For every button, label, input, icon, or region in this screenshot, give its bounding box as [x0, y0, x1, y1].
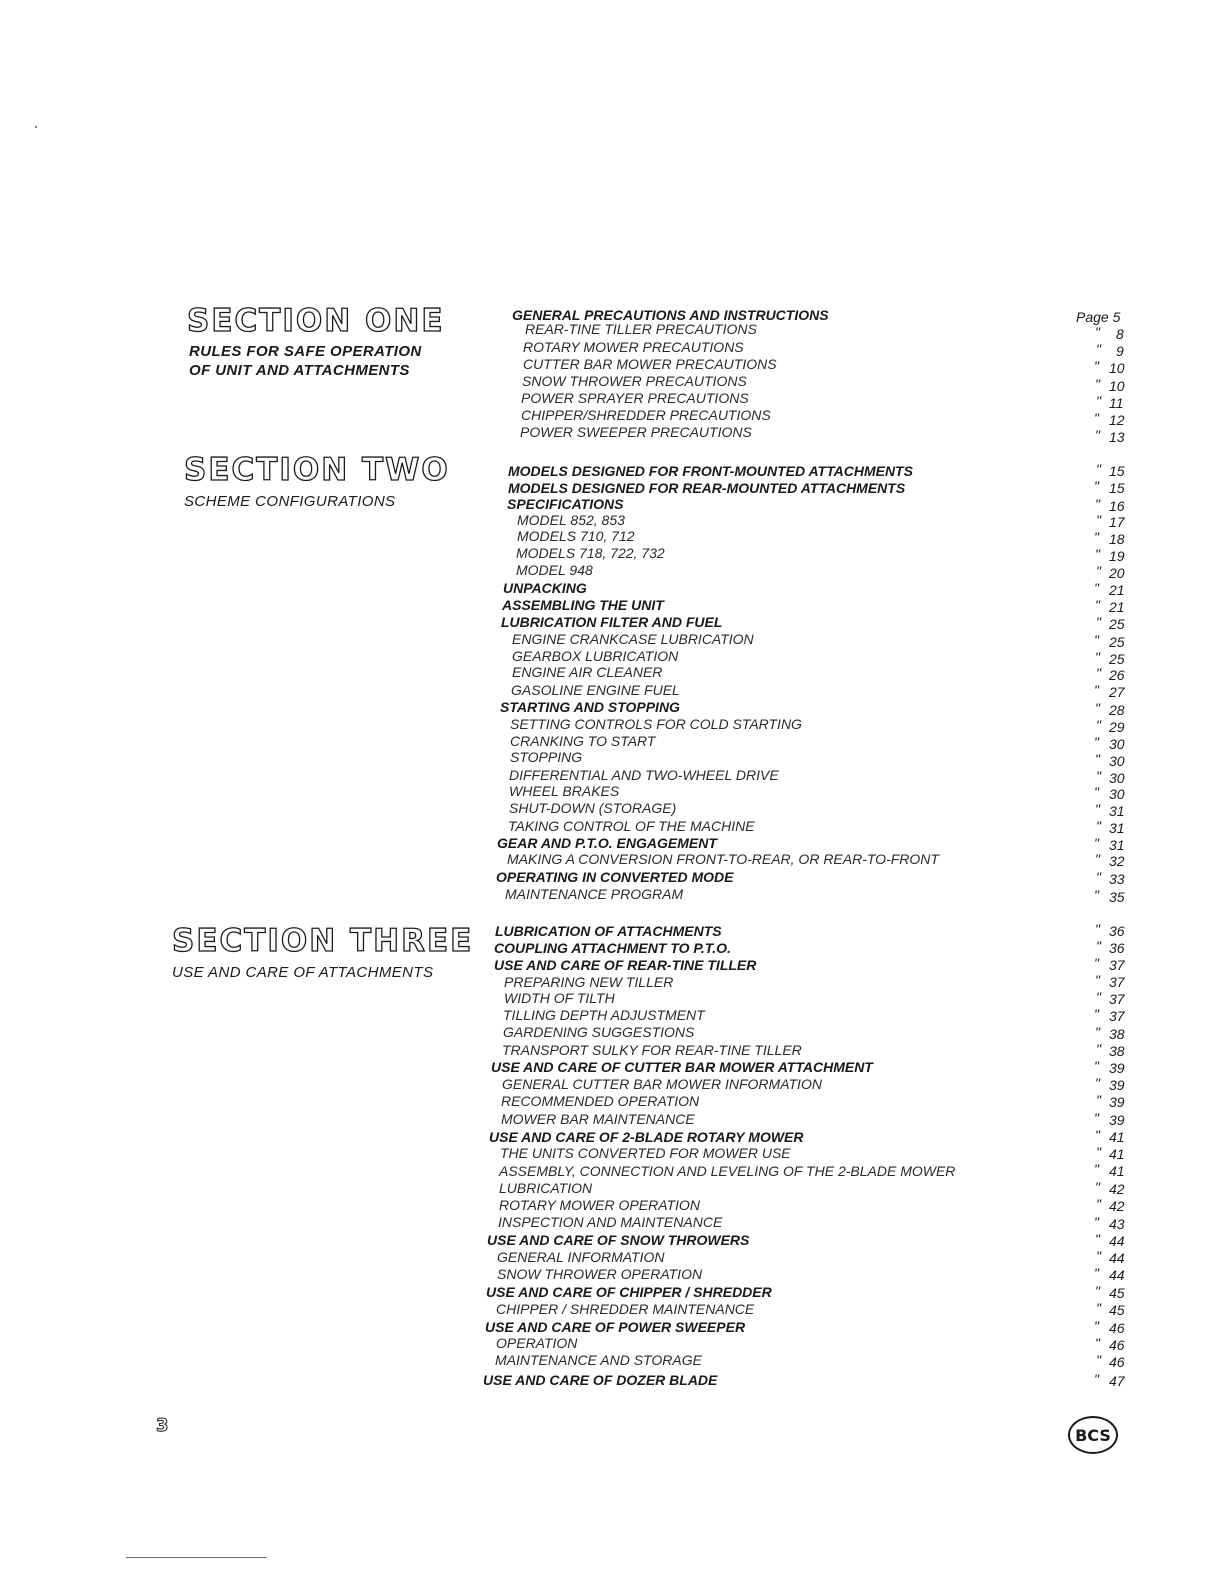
toc-entry: USE AND CARE OF POWER SWEEPER: [485, 1319, 746, 1335]
toc-page-number: 10: [1109, 378, 1125, 394]
toc-page-number: 25: [1109, 651, 1125, 667]
toc-page-number: 42: [1109, 1198, 1125, 1214]
toc-entry: CUTTER BAR MOWER PRECAUTIONS: [523, 356, 777, 372]
ditto-mark: ": [1094, 478, 1099, 494]
toc-page-number: 45: [1109, 1285, 1125, 1301]
ditto-mark: ": [1095, 921, 1100, 937]
toc-entry: GARDENING SUGGESTIONS: [503, 1024, 695, 1040]
toc-entry: LUBRICATION: [499, 1180, 593, 1196]
toc-entry: DIFFERENTIAL AND TWO-WHEEL DRIVE: [509, 767, 779, 783]
toc-entry: MODEL 948: [516, 562, 593, 578]
toc-entry: GEARBOX LUBRICATION: [512, 648, 679, 664]
ditto-mark: ": [1094, 1058, 1099, 1074]
toc-entry: CRANKING TO START: [510, 733, 656, 749]
toc-page-number: 32: [1109, 853, 1125, 869]
ditto-mark: ": [1096, 938, 1101, 954]
toc-page-number: 41: [1109, 1163, 1125, 1179]
toc-entry: UNPACKING: [503, 580, 587, 596]
ditto-mark: ": [1096, 818, 1101, 834]
toc-page-number: 25: [1109, 634, 1125, 650]
toc-page-number: 38: [1109, 1043, 1125, 1059]
ditto-mark: ": [1095, 324, 1100, 340]
ditto-mark: ": [1096, 1196, 1101, 1212]
toc-entry: MODELS 718, 722, 732: [516, 545, 665, 561]
toc-page-number: 39: [1109, 1077, 1125, 1093]
ditto-mark: ": [1094, 682, 1099, 698]
toc-page-number: 47: [1109, 1373, 1125, 1389]
toc-entry: USE AND CARE OF DOZER BLADE: [483, 1372, 718, 1388]
ditto-mark: ": [1095, 751, 1100, 767]
toc-page-number: 15: [1109, 480, 1125, 496]
toc-entry: GENERAL CUTTER BAR MOWER INFORMATION: [502, 1076, 822, 1092]
ditto-mark: ": [1096, 341, 1101, 357]
ditto-mark: ": [1094, 1318, 1099, 1334]
ditto-mark: ": [1094, 410, 1099, 426]
toc-entry: POWER SWEEPER PRECAUTIONS: [520, 424, 752, 440]
toc-entry: MODELS DESIGNED FOR FRONT-MOUNTED ATTACHMENTS: [508, 463, 913, 479]
ditto-mark: ": [1094, 1006, 1099, 1022]
toc-entry: LUBRICATION OF ATTACHMENTS: [495, 923, 722, 939]
page-number: 3: [156, 1415, 169, 1436]
ditto-mark: ": [1094, 1214, 1099, 1230]
ditto-mark: ": [1094, 632, 1099, 648]
toc-page-number: 30: [1109, 736, 1125, 752]
ditto-mark: ": [1095, 1075, 1100, 1091]
ditto-mark: ": [1095, 427, 1100, 443]
toc-entry: GEAR AND P.T.O. ENGAGEMENT: [497, 835, 717, 851]
toc-page-number: 13: [1109, 429, 1125, 445]
toc-page-number: 33: [1109, 871, 1125, 887]
toc-entry: TAKING CONTROL OF THE MACHINE: [508, 818, 755, 834]
ditto-mark: ": [1096, 563, 1101, 579]
toc-page-number: 26: [1109, 667, 1125, 683]
ditto-mark: ": [1096, 665, 1101, 681]
ditto-mark: ": [1096, 1041, 1101, 1057]
toc-page-number: 36: [1109, 923, 1125, 939]
ditto-mark: ": [1096, 717, 1101, 733]
toc-page-number: 30: [1109, 786, 1125, 802]
toc-entry: OPERATING IN CONVERTED MODE: [496, 869, 734, 885]
toc-entry: USE AND CARE OF SNOW THROWERS: [487, 1232, 750, 1248]
toc-page-number: 19: [1109, 548, 1125, 564]
toc-entry: USE AND CARE OF 2-BLADE ROTARY MOWER: [489, 1129, 804, 1145]
toc-entry: MODEL 852, 853: [517, 512, 625, 528]
ditto-mark: ": [1096, 1144, 1101, 1160]
toc-entry: ASSEMBLY, CONNECTION AND LEVELING OF THE 2-BLADE MOWER: [499, 1163, 956, 1179]
toc-entry: COUPLING ATTACHMENT TO P.T.O.: [494, 940, 731, 956]
scan-speck: [35, 126, 37, 128]
toc-page-number: 10: [1109, 360, 1125, 376]
toc-entry: ROTARY MOWER OPERATION: [499, 1197, 700, 1213]
toc-entry: MOWER BAR MAINTENANCE: [501, 1111, 695, 1127]
toc-page-number: 42: [1109, 1181, 1125, 1197]
toc-page-number: 44: [1109, 1267, 1125, 1283]
toc-page-number: 37: [1109, 974, 1125, 990]
ditto-mark: ": [1095, 649, 1100, 665]
ditto-mark: ": [1096, 1352, 1101, 1368]
toc-entry: MAINTENANCE PROGRAM: [505, 886, 684, 902]
toc-entry: REAR-TINE TILLER PRECAUTIONS: [525, 321, 757, 337]
page-column-header: Page 5: [1076, 309, 1121, 325]
toc-entry: STARTING AND STOPPING: [500, 699, 680, 715]
toc-page-number: 36: [1109, 940, 1125, 956]
ditto-mark: ": [1095, 496, 1100, 512]
ditto-mark: ": [1095, 972, 1100, 988]
toc-page-number: 41: [1109, 1146, 1125, 1162]
ditto-mark: ": [1095, 1283, 1100, 1299]
toc-entry: GENERAL PRECAUTIONS AND INSTRUCTIONS: [512, 307, 829, 323]
toc-page-number: 12: [1109, 412, 1125, 428]
toc-entry: SNOW THROWER PRECAUTIONS: [522, 373, 747, 389]
toc-page-number: 30: [1109, 753, 1125, 769]
toc-page-number: 8: [1116, 326, 1124, 342]
toc-page-number: 38: [1109, 1026, 1125, 1042]
toc-entry: ROTARY MOWER PRECAUTIONS: [523, 339, 744, 355]
toc-entry: MODELS 710, 712: [517, 528, 635, 544]
ditto-mark: ": [1094, 1161, 1099, 1177]
toc-page-number: 37: [1109, 991, 1125, 1007]
toc-page-number: 29: [1109, 719, 1125, 735]
toc-page-number: 17: [1109, 514, 1125, 530]
toc-page-number: 31: [1109, 803, 1125, 819]
toc-page-number: 44: [1109, 1233, 1125, 1249]
toc-page-number: 27: [1109, 684, 1125, 700]
ditto-mark: ": [1096, 614, 1101, 630]
toc-entry: ASSEMBLING THE UNIT: [502, 597, 664, 613]
section-three-title: SECTION THREE: [172, 923, 474, 959]
toc-page-number: 30: [1109, 770, 1125, 786]
toc-page-number: 46: [1109, 1337, 1125, 1353]
toc-page-number: 44: [1109, 1250, 1125, 1266]
toc-entry: SETTING CONTROLS FOR COLD STARTING: [510, 716, 802, 732]
toc-entry: RECOMMENDED OPERATION: [501, 1093, 700, 1109]
section-three-subtitle: USE AND CARE OF ATTACHMENTS: [172, 964, 434, 981]
toc-page-number: 46: [1109, 1354, 1125, 1370]
toc-page-number: 46: [1109, 1320, 1125, 1336]
toc-page-number: 35: [1109, 889, 1125, 905]
ditto-mark: ": [1096, 1300, 1101, 1316]
ditto-mark: ": [1094, 784, 1099, 800]
logo-text: BCS: [1075, 1425, 1111, 1445]
toc-page-number: 39: [1109, 1112, 1125, 1128]
toc-page-number: 16: [1109, 498, 1125, 514]
ditto-mark: ": [1094, 887, 1099, 903]
toc-entry: CHIPPER / SHREDDER MAINTENANCE: [496, 1301, 755, 1317]
toc-page-number: 18: [1109, 531, 1125, 547]
ditto-mark: ": [1096, 512, 1101, 528]
toc-page-number: 11: [1109, 395, 1124, 411]
ditto-mark: ": [1095, 700, 1100, 716]
toc-page-number: 25: [1109, 616, 1125, 632]
footer-link-underline: [126, 1557, 267, 1558]
toc-page-number: 41: [1109, 1129, 1125, 1145]
toc-entry: WHEEL BRAKES: [509, 783, 620, 799]
ditto-mark: ": [1096, 1248, 1101, 1264]
ditto-mark: ": [1096, 869, 1101, 885]
ditto-mark: ": [1095, 1024, 1100, 1040]
toc-entry: TRANSPORT SULKY FOR REAR-TINE TILLER: [502, 1042, 802, 1058]
bcs-logo: [1068, 1416, 1118, 1454]
toc-page-number: 39: [1109, 1060, 1125, 1076]
toc-page-number: 43: [1109, 1216, 1125, 1232]
ditto-mark: ": [1094, 1371, 1099, 1387]
toc-page-number: 9: [1116, 343, 1124, 359]
section-one-title: SECTION ONE: [187, 303, 445, 339]
toc-page-number: 31: [1109, 837, 1125, 853]
ditto-mark: ": [1095, 546, 1100, 562]
toc-page-number: 45: [1109, 1302, 1125, 1318]
toc-entry: CHIPPER/SHREDDER PRECAUTIONS: [521, 407, 771, 423]
toc-entry: MAINTENANCE AND STORAGE: [495, 1352, 702, 1368]
toc-page-number: 20: [1109, 565, 1125, 581]
toc-entry: THE UNITS CONVERTED FOR MOWER USE: [500, 1145, 791, 1161]
ditto-mark: ": [1094, 529, 1099, 545]
toc-page-number: 31: [1109, 820, 1125, 836]
toc-entry: USE AND CARE OF REAR-TINE TILLER: [494, 957, 757, 973]
ditto-mark: ": [1096, 989, 1101, 1005]
toc-entry: TILLING DEPTH ADJUSTMENT: [503, 1007, 705, 1023]
ditto-mark: ": [1095, 1127, 1100, 1143]
ditto-mark: ": [1095, 1231, 1100, 1247]
section-two-title: SECTION TWO: [184, 452, 450, 488]
toc-entry: ENGINE AIR CLEANER: [512, 664, 663, 680]
ditto-mark: ": [1096, 768, 1101, 784]
toc-entry: POWER SPRAYER PRECAUTIONS: [521, 390, 749, 406]
ditto-mark: ": [1095, 597, 1100, 613]
ditto-mark: ": [1096, 461, 1101, 477]
toc-entry: USE AND CARE OF CUTTER BAR MOWER ATTACHMENT: [491, 1059, 873, 1075]
toc-page-number: 37: [1109, 957, 1125, 973]
ditto-mark: ": [1094, 955, 1099, 971]
toc-entry: SPECIFICATIONS: [507, 496, 624, 512]
toc-page-number: 21: [1109, 582, 1125, 598]
toc-entry: MODELS DESIGNED FOR REAR-MOUNTED ATTACHMENTS: [508, 480, 906, 496]
toc-page-number: 21: [1109, 599, 1125, 615]
toc-entry: USE AND CARE OF CHIPPER / SHREDDER: [486, 1284, 772, 1300]
toc-page-number: 28: [1109, 702, 1125, 718]
ditto-mark: ": [1095, 801, 1100, 817]
toc-page-number: 37: [1109, 1008, 1125, 1024]
toc-entry: LUBRICATION FILTER AND FUEL: [501, 614, 723, 630]
ditto-mark: ": [1094, 358, 1099, 374]
ditto-mark: ": [1094, 1265, 1099, 1281]
toc-page-number: 15: [1109, 463, 1125, 479]
toc-entry: GENERAL INFORMATION: [497, 1249, 665, 1265]
ditto-mark: ": [1096, 393, 1101, 409]
ditto-mark: ": [1095, 376, 1100, 392]
ditto-mark: ": [1095, 1179, 1100, 1195]
toc-entry: SHUT-DOWN (STORAGE): [509, 800, 677, 816]
toc-entry: OPERATION: [496, 1335, 578, 1351]
ditto-mark: ": [1094, 734, 1099, 750]
ditto-mark: ": [1094, 1110, 1099, 1126]
ditto-mark: ": [1094, 835, 1099, 851]
toc-entry: GASOLINE ENGINE FUEL: [511, 682, 680, 698]
ditto-mark: ": [1096, 1092, 1101, 1108]
toc-entry: ENGINE CRANKCASE LUBRICATION: [512, 631, 754, 647]
section-two-subtitle: SCHEME CONFIGURATIONS: [184, 493, 396, 510]
toc-entry: PREPARING NEW TILLER: [504, 974, 674, 990]
toc-entry: INSPECTION AND MAINTENANCE: [498, 1214, 723, 1230]
ditto-mark: ": [1095, 851, 1100, 867]
toc-entry: SNOW THROWER OPERATION: [497, 1266, 703, 1282]
toc-entry: MAKING A CONVERSION FRONT-TO-REAR, OR REAR-TO-FRONT: [507, 851, 939, 867]
ditto-mark: ": [1095, 1335, 1100, 1351]
toc-entry: STOPPING: [510, 749, 583, 765]
toc-entry: WIDTH OF TILTH: [504, 990, 615, 1006]
toc-page-number: 39: [1109, 1094, 1125, 1110]
ditto-mark: ": [1094, 580, 1099, 596]
section-one-subtitle: RULES FOR SAFE OPERATION OF UNIT AND ATTACHMENTS: [189, 343, 422, 379]
